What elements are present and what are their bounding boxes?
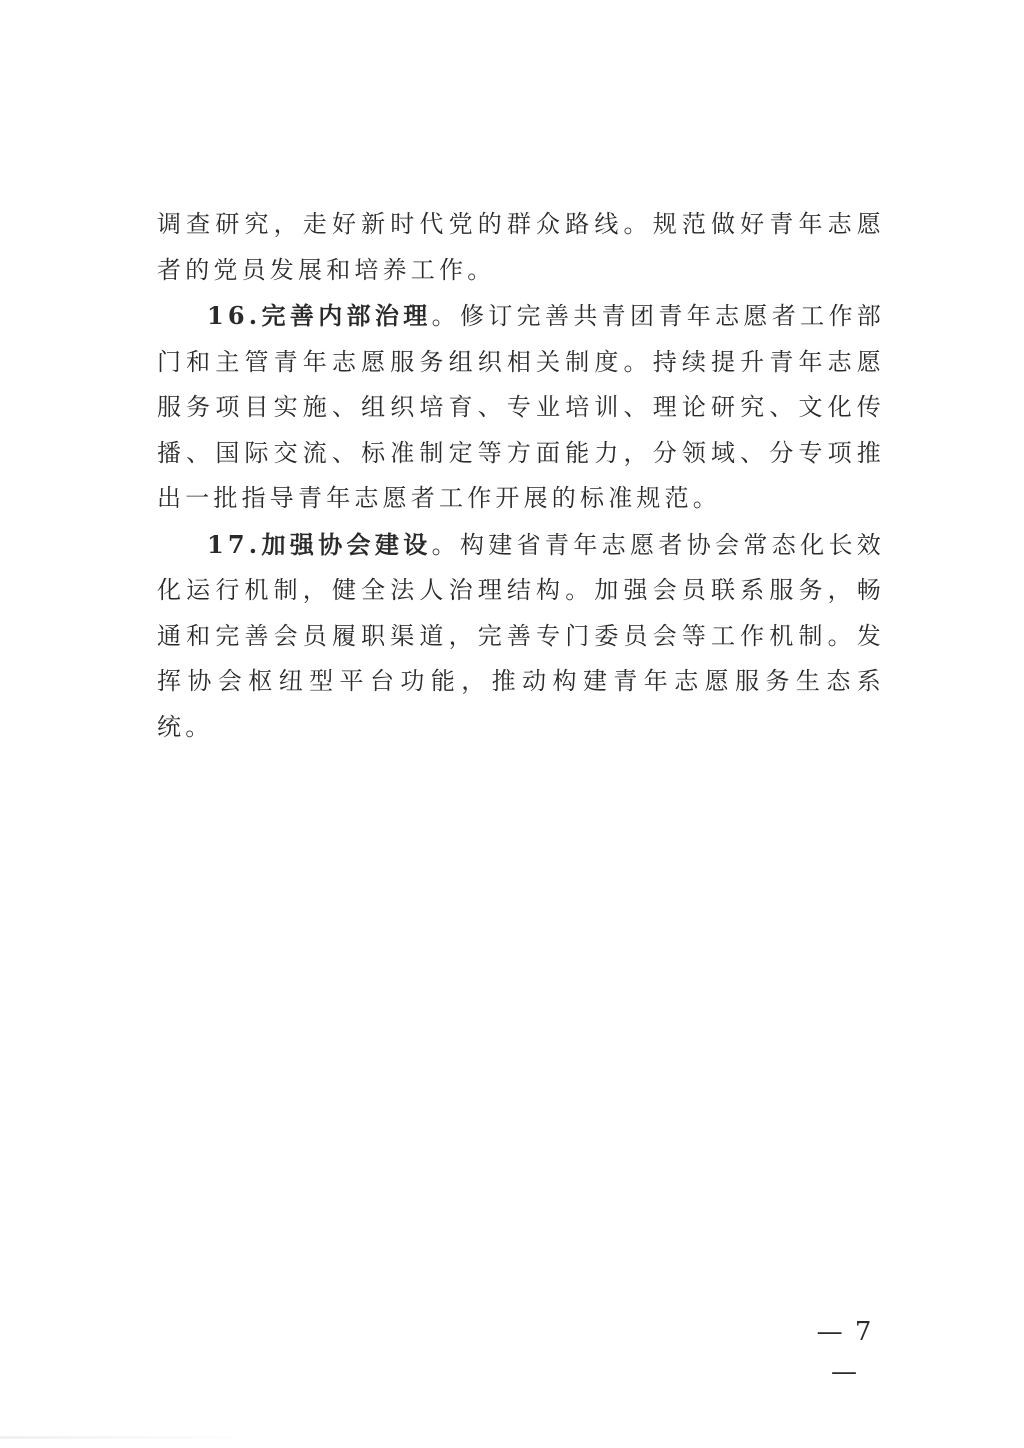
paragraph-continuation [157,202,885,293]
paragraph-17-association-building [157,522,885,751]
paragraph-text: 。构建省青年志愿者协会常态化长效化运行机制，健全法人治理结构。加强会员联系服务，畅通和完善会员履职渠道，完善专门委员会等工作机制。发挥协会枢纽型平台功能，推动构建青年志愿服务生态系统。 [157,530,885,741]
section-heading-17: 17.加强协会建设 [207,529,432,559]
paragraph-text: 。修订完善共青团青年志愿者工作部门和主管青年志愿服务组织相关制度。持续提升青年志愿服务项目实施、组织培育、专业培训、理论研究、文化传播、国际交流、标准制定等方面能力，分领域、分专项推出一批指导青年志愿者工作开展的标准规范。 [157,302,885,512]
paragraph-text: 调查研究，走好新时代党的群众路线。规范做好青年志愿者的党员发展和培养工作。 [157,210,885,284]
scan-edge-shadow [0,1436,260,1439]
document-body [157,202,885,750]
section-heading-16: 16.完善内部治理 [207,301,432,330]
page-number: — 7 — [816,1317,874,1387]
paragraph-16-internal-governance [157,293,885,522]
